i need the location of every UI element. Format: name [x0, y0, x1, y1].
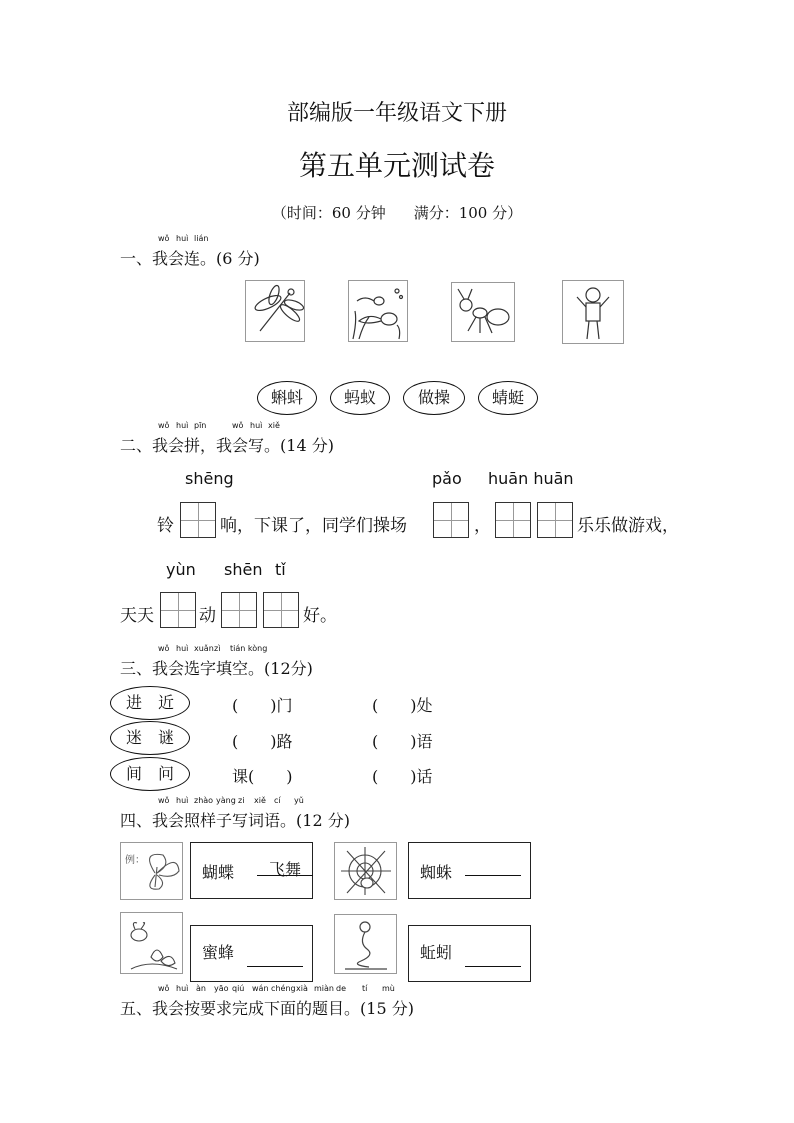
section-number: 二、	[120, 436, 153, 455]
choice-oval: 间 问	[110, 757, 190, 791]
word-label: 蝴蝶	[202, 863, 235, 882]
pinyin: wǒ	[158, 421, 170, 430]
pinyin: de	[336, 984, 346, 993]
answer-blank[interactable]	[465, 948, 521, 967]
pinyin: tián kòng	[230, 644, 268, 653]
paper-subtitle: 部编版一年级语文下册	[286, 101, 507, 126]
pinyin-prompt: pǎo	[432, 469, 462, 488]
pinyin: xiě	[268, 421, 280, 430]
pinyin: cí	[274, 796, 281, 805]
sentence-text: 天天	[120, 606, 154, 626]
pinyin: zi	[238, 796, 245, 805]
pinyin: wǒ	[232, 421, 244, 430]
pinyin-prompt: shēn	[224, 560, 263, 579]
writing-grid[interactable]	[537, 502, 573, 538]
word-label: 蚯蚓	[420, 943, 453, 962]
pinyin-prompt: huān huān	[488, 469, 574, 488]
pinyin: qiú	[232, 984, 245, 993]
pinyin: miàn	[314, 984, 334, 993]
earthworm-icon	[334, 914, 397, 974]
spider-icon	[334, 842, 397, 900]
section-number: 三、	[120, 659, 153, 678]
section-4-heading	[120, 796, 350, 831]
exam-info	[0, 202, 794, 223]
pinyin-prompt: shēng	[185, 469, 234, 488]
pinyin: huì	[176, 644, 189, 653]
word-oval[interactable]: 蚂蚁	[330, 381, 390, 415]
section-5-text: 我会按要求完成下面的题目。(15 分)	[152, 999, 414, 1018]
fill-blank[interactable]: ( )处	[372, 696, 433, 715]
pinyin: wǒ	[158, 984, 170, 993]
pinyin: yāo	[214, 984, 229, 993]
fill-blank[interactable]: ( )路	[232, 732, 293, 751]
pinyin: huì	[176, 421, 189, 430]
word-answer-box[interactable]	[190, 925, 313, 982]
pinyin: pīn	[194, 421, 207, 430]
word-answer-box[interactable]	[408, 842, 531, 899]
section-1-text: 我会连。(6 分)	[152, 249, 260, 268]
sentence-text: 铃	[157, 516, 174, 536]
ant-icon	[451, 282, 515, 342]
sentence-text: 乐乐做游戏，	[577, 516, 679, 536]
dragonfly-icon	[245, 280, 305, 342]
word-answer-box[interactable]	[408, 925, 531, 982]
example-label: 例：	[125, 855, 145, 866]
section-2-heading	[120, 421, 334, 456]
pinyin: huì	[176, 234, 189, 243]
pinyin: tí	[362, 984, 368, 993]
pinyin: yàng	[216, 796, 236, 805]
full-score: 满分：100 分）	[413, 204, 523, 222]
sentence-text: 动	[199, 606, 216, 626]
fill-blank[interactable]: 课( )	[232, 767, 293, 786]
sentence-text: 好。	[303, 606, 337, 626]
pinyin: zì	[214, 644, 221, 653]
sentence-text: 响，下课了，同学们操场	[220, 516, 407, 536]
pinyin: wán chéng	[252, 984, 296, 993]
pinyin: huì	[176, 984, 189, 993]
fill-blank[interactable]: ( )话	[372, 767, 433, 786]
pinyin-prompt: yùn	[166, 560, 196, 579]
example-answer: 飞舞	[257, 857, 313, 876]
pinyin: huì	[250, 421, 263, 430]
butterfly-icon	[120, 842, 183, 900]
time-limit: （时间：60 分钟	[271, 204, 386, 222]
writing-grid[interactable]	[433, 502, 469, 538]
writing-grid[interactable]	[160, 592, 196, 628]
pinyin: wǒ	[158, 796, 170, 805]
pinyin: xuǎn	[194, 644, 214, 653]
pinyin: huì	[176, 796, 189, 805]
pinyin: lián	[194, 234, 209, 243]
pinyin: wǒ	[158, 644, 170, 653]
answer-blank[interactable]	[465, 857, 521, 876]
pinyin: àn	[196, 984, 206, 993]
pinyin: wǒ	[158, 234, 170, 243]
pinyin: xiě	[254, 796, 266, 805]
section-2-text: 我会拼，我会写。(14 分)	[152, 436, 334, 455]
bee-icon	[120, 912, 183, 974]
section-5-heading	[120, 984, 414, 1019]
fill-blank[interactable]: ( )语	[372, 732, 433, 751]
word-oval[interactable]: 做操	[403, 381, 465, 415]
section-number: 四、	[120, 811, 153, 830]
section-3-text: 我会选字填空。(12分)	[152, 659, 313, 678]
choice-oval: 进 近	[110, 686, 190, 720]
pinyin: xià	[296, 984, 308, 993]
word-label: 蜜蜂	[202, 943, 235, 962]
section-3-heading	[120, 644, 313, 679]
writing-grid[interactable]	[495, 502, 531, 538]
exercise-boy-icon	[562, 280, 624, 344]
fill-blank[interactable]: ( )门	[232, 696, 293, 715]
sentence-text: ，	[474, 516, 491, 536]
word-label: 蜘蛛	[420, 863, 453, 882]
section-4-text: 我会照样子写词语。(12 分)	[152, 811, 350, 830]
pinyin: zhào	[194, 796, 214, 805]
writing-grid[interactable]	[180, 502, 216, 538]
pinyin-prompt: tǐ	[275, 560, 286, 579]
answer-blank[interactable]	[247, 948, 303, 967]
tadpole-icon	[348, 280, 408, 342]
pinyin: mù	[382, 984, 395, 993]
section-number: 五、	[120, 999, 153, 1018]
paper-title: 第五单元测试卷	[298, 149, 495, 182]
writing-grid[interactable]	[263, 592, 299, 628]
choice-oval: 迷 谜	[110, 721, 190, 755]
pinyin: yǔ	[294, 796, 304, 805]
word-oval[interactable]: 蝌蚪	[257, 381, 317, 415]
example-word-box	[190, 842, 313, 899]
section-number: 一、	[120, 249, 153, 268]
word-oval[interactable]: 蜻蜓	[478, 381, 538, 415]
section-1-heading	[120, 234, 260, 269]
writing-grid[interactable]	[221, 592, 257, 628]
